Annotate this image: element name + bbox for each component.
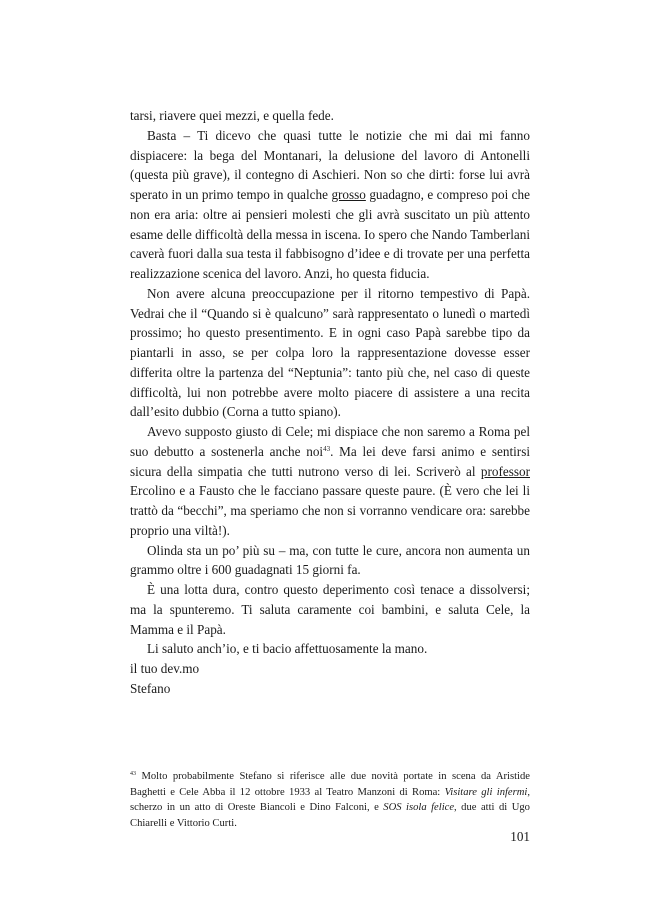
paragraph-3: Non avere alcuna preoccupazione per il ritorno tempestivo di Papà. Vedrai che il “Quando si è qualcuno” sarà rappresentato o lunedì o martedì prossimo; ho questo presentimento. E in ogni caso Papà sarebbe tipo da piantarli in asso, se per colpa loro la rappresentazione dovesse esser differita oltre la partenza del “Neptunia”: tanto più che, nel caso di queste difficoltà, lui non potrebbe avere molto piacere di assistere a una recita dall’esito dubbio (Corna a tutto spiano). — [130, 285, 530, 420]
paragraph-6: È una lotta dura, contro questo deperimento così tenace a dissolversi; ma la spunteremo. Ti saluta caramente coi bambini, e saluta Cele, la Mamma e il Papà. — [130, 582, 530, 637]
footnote-text-a: Molto probabilmente Stefano si riferisce alle due novità portate in scena da Aristide Baghetti e Cele Abba il 12 ottobre 1933 al Teatro Manzoni di Roma: — [130, 771, 530, 798]
signature: Stefano — [130, 680, 171, 696]
footnote-title-1: Visitare gli infermi — [444, 786, 528, 798]
paragraph-4-text-c: Ercolino e a Fausto che le facciano passare queste paure. (È vero che lei li trattò da “becchi”, ma speriamo che non si vorranno vendicare ora: sarebbe proprio una viltà!). — [130, 483, 530, 538]
underlined-word-professor: professor — [480, 463, 530, 479]
paragraph-4 — [130, 422, 530, 541]
paragraph-2-text-a: Basta – Ti dicevo che quasi tutte le notizie che mi dai mi fanno dispiacere: la bega del Montanari, la delusione del lavoro di Antonelli (questa più grave), il contegno di Aschieri. Non so che dirti: forse lui avrà sperato in un primo tempo in qualche — [130, 127, 530, 202]
footnote-title-2: SOS isola felice — [383, 802, 455, 814]
letter-body — [130, 106, 530, 699]
paragraph-1: tarsi, riavere quei mezzi, e quella fede. — [130, 108, 334, 123]
footnote — [130, 769, 530, 832]
paragraph-4-text-b: . Ma lei deve farsi animo e sentirsi sicura della simpatia che tutti nutrono verso di lei. Scriverò al — [130, 443, 530, 479]
footnote-text-b: , scherzo in un atto di Oreste Biancoli e Dino Falconi, e — [130, 786, 531, 814]
paragraph-5: Olinda sta un po’ più su – ma, con tutte le cure, ancora non aumenta un grammo oltre i 600 guadagnati 15 giorni fa. — [130, 542, 530, 578]
paragraph-7: Li saluto anch’io, e ti bacio affettuosamente la mano. — [147, 641, 428, 657]
paragraph-2 — [130, 126, 530, 284]
underlined-word-grosso: grosso — [331, 187, 366, 202]
closing-salutation: il tuo dev.mo — [130, 661, 200, 676]
paragraph-4-text-a: Avevo supposto giusto di Cele; mi dispiace che non saremo a Roma pel suo debutto a sostenerla anche noi — [130, 424, 530, 459]
footnote-reference: 43 — [323, 444, 331, 453]
footnote-text-c: , due atti di Ugo Chiarelli e Vittorio Curti. — [130, 802, 530, 830]
page-number: 101 — [510, 829, 530, 844]
paragraph-2-text-b: guadagno, e compreso poi che non era aria: oltre ai pensieri molesti che gli avrà suscitato un più attento esame delle difficoltà della messa in iscena. Io spero che Nando Tamberlani caverà fuori dalla sua testa il fabbisogno d’idee e di trovate per una perfetta realizzazione scenica del lavoro. Anzi, ho questa fiducia. — [130, 187, 530, 281]
footnote-number: 43 — [130, 771, 136, 777]
